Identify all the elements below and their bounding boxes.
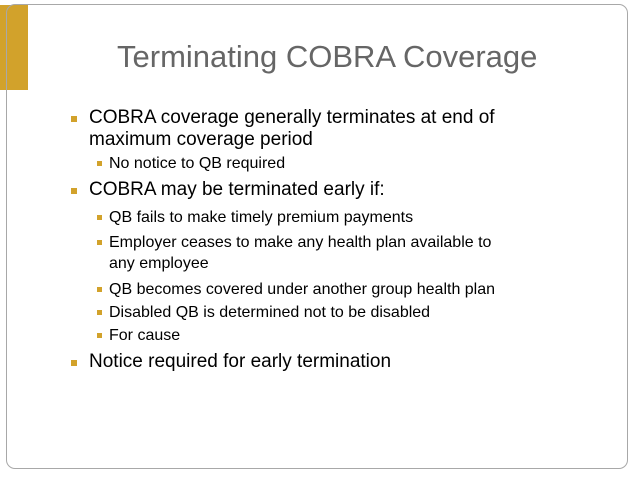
sub-bullet-marker: [97, 310, 102, 315]
bullet-text: maximum coverage period: [89, 129, 313, 150]
sub-bullet-marker: [97, 287, 102, 292]
sub-bullet-marker: [97, 215, 102, 220]
sub-bullet-text: No notice to QB required: [109, 155, 286, 172]
sub-bullet-text: Employer ceases to make any health plan available to: [109, 234, 492, 251]
bullet-marker: [71, 116, 77, 122]
sub-bullet-text: QB fails to make timely premium payments: [109, 209, 414, 226]
bullet-text: Notice required for early termination: [89, 351, 392, 372]
sub-bullet-text: QB becomes covered under another group health plan: [109, 281, 496, 298]
sub-bullet-text: any employee: [109, 255, 209, 272]
slide-title: Terminating COBRA Coverage: [117, 39, 538, 74]
sub-bullet-text: For cause: [109, 327, 181, 344]
bullet-marker: [71, 360, 77, 366]
sub-bullet-marker: [97, 333, 102, 338]
bullet-marker: [71, 188, 77, 194]
sub-bullet-text: Disabled QB is determined not to be disabled: [109, 304, 431, 321]
sub-bullet-marker: [97, 240, 102, 245]
bullet-text: COBRA may be terminated early if:: [89, 179, 385, 200]
sub-bullet-marker: [97, 161, 102, 166]
bullet-text: COBRA coverage generally terminates at end of: [89, 107, 495, 128]
